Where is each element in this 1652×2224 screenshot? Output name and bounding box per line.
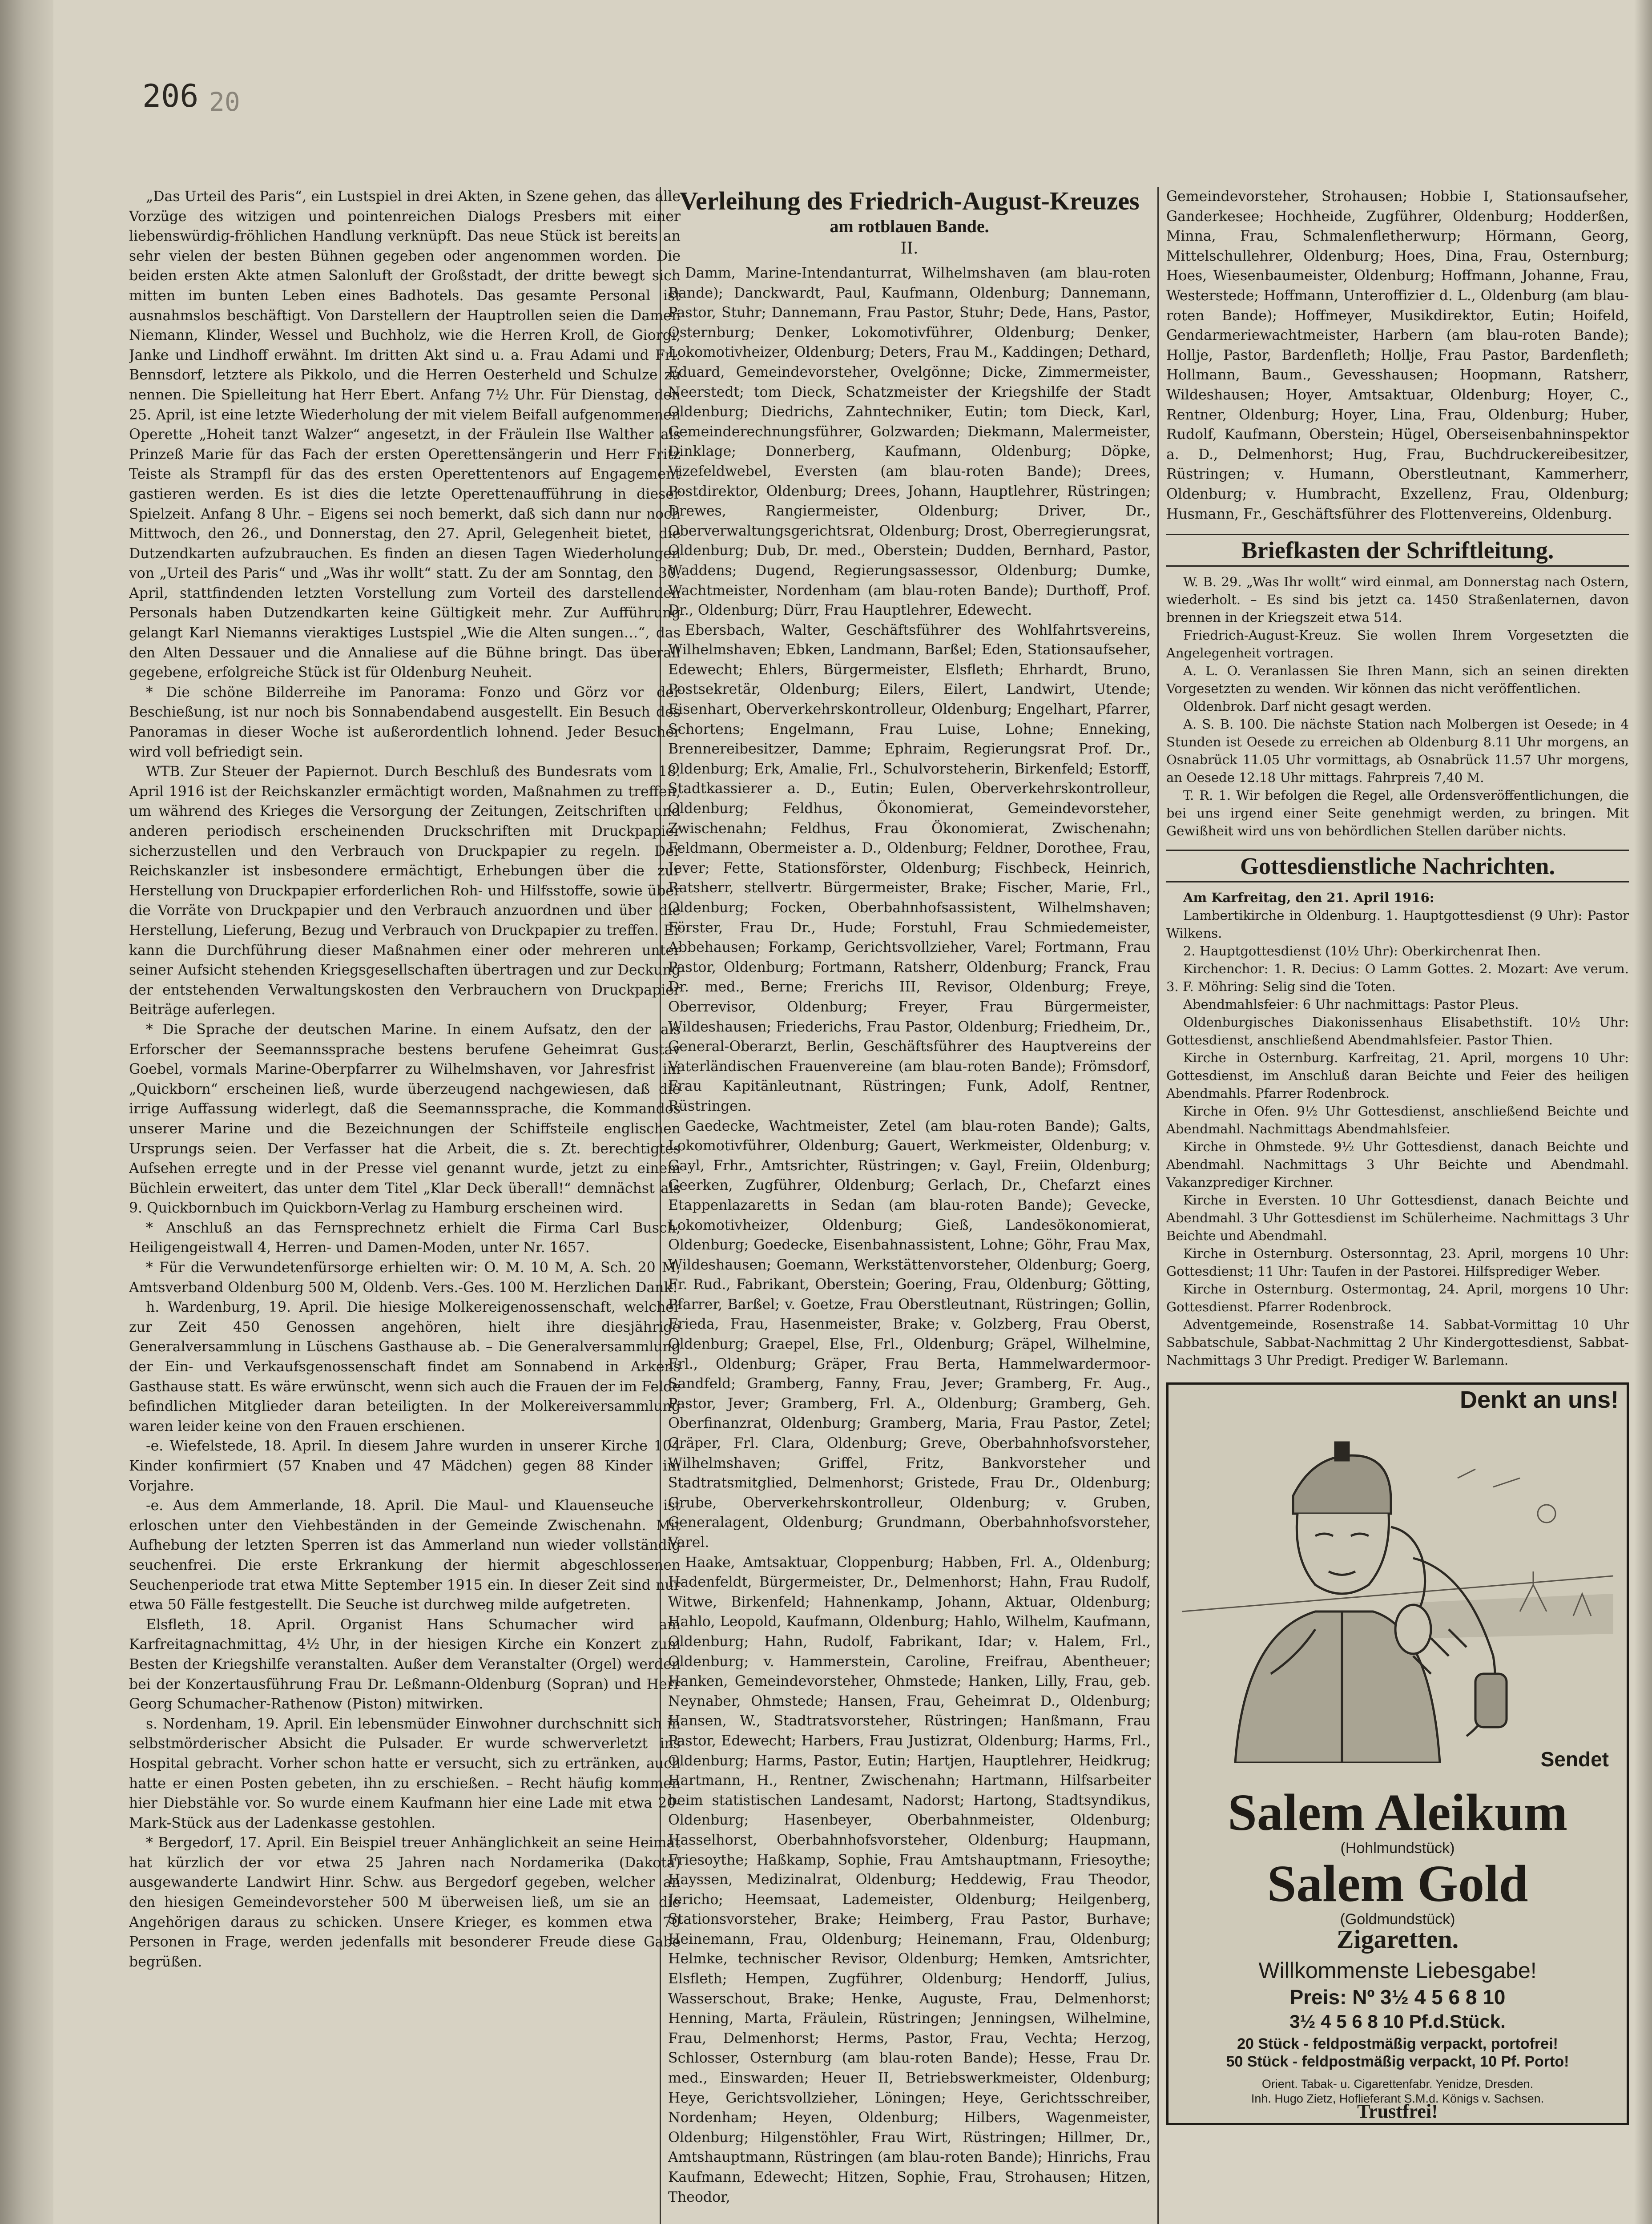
article-bergedorf: * Bergedorf, 17. April. Ein Beispiel treuer Anhänglichkeit an seine Heimat hat kürzlich der vor etwa 25 Jahren nach Nordamerika (Dakota) ausgewanderte Landwirt Hinr. Schw. aus Bergedorf gegeben, welcher an den hiesigen Gemeindevorsteher 500 M überweisen ließ, um sie an die Angehörigen daraus zu schicken. Unsere Krieger, es kommen etwa 70 Personen in Frage, werden jedenfalls mit besonderer Freude diese Gabe begrüßen.: [129, 1835, 681, 1970]
ad-slogan: Denkt an uns!: [1459, 1386, 1619, 1414]
article-marine-sprache: * Die Sprache der deutschen Marine. In einem Aufsatz, den der als Erforscher der Seemannssprache bestens berufene Geheimrat Gustav Goebel, vormals Marine-Oberpfarrer zu Wilhelmshaven, vor Jahresfrist im „Quickborn“ erscheinen ließ, wurde überzeugend nachgewiesen, daß die irrige Auffassung widerlegt, daß die Seemannssprache, die Kommandos unserer Marine und die Bezeichnungen der Schiffsteile englischen Ursprungs seien. Der Verfasser hat die Arbeit, die s. Zt. berechtigtes Aufsehen erregte und in der Presse viel genannt wurde, jetzt zu einem Büchlein erweitert, das unter dem Titel „Klar Deck überall!“ demnächst als 9. Quickbornbuch im Quickborn-Verlag zu Hamburg erscheinen wird.: [129, 1021, 681, 1217]
article-nordenham: s. Nordenham, 19. April. Ein lebensmüder Einwohner durchschnitt sich in selbstmörderischer Absicht die Pulsader. Er wurde schwerverletzt ins Hospital gebracht. Vorher schon hatte er versucht, sich zu ertränken, auch hatte er einen Posten gebeten, ihn zu erschießen. – Recht häufig kommen hier Diebstähle vor. So wurde einem Kaufmann hier eine Lade mit etwa 20-Mark-Stück aus der Ladenkasse gestohlen.: [129, 1716, 681, 1831]
gottesdienst-item: Lambertikirche in Oldenburg. 1. Hauptgottesdienst (9 Uhr): Pastor Wilkens.: [1166, 908, 1629, 941]
briefkasten-section: [1166, 573, 1629, 840]
gottesdienst-item: Kirchenchor: 1. R. Decius: O Lamm Gottes. 2. Mozart: Ave verum. 3. F. Möhring: Selig sind die Toten.: [1166, 961, 1629, 995]
gottesdienst-item: Kirche in Osternburg. Karfreitag, 21. April, morgens 10 Uhr: Gottesdienst, im Anschluß daran Beichte und Feier des heiligen Abendmahls. Pfarrer Rodenbrock.: [1166, 1050, 1629, 1101]
awards-e-f: Ebersbach, Walter, Geschäftsführer des Wohlfahrtsvereins, Wilhelmshaven; Ebken, Landmann, Barßel; Eden, Stationsaufseher, Edewecht; Ehlers, Bürgermeister, Elsfleth; Ehrhardt, Bruno, Postsekretär, Oldenburg; Eilers, Eilert, Landwirt, Utende; Eisenhart, Oberverkehrskontrolleur, Oldenburg; Engelhart, Pfarrer, Schortens; Engelmann, Frau Luise, Lohne; Enneking, Brennereibesitzer, Damme; Ephraim, Regierungsrat Prof. Dr., Oldenburg; Erk, Amalie, Frl., Schulvorsteherin, Birkenfeld; Estorff, Stadtkassierer a. D., Eutin; Eulen, Oberverkehrskontrolleur, Oldenburg; Feldhus, Ökonomierat, Gemeindevorsteher, Zwischenahn; Feldhus, Frau Ökonomierat, Zwischenahn; Feldmann, Obermeister a. D., Oldenburg; Feldner, Dorothee, Frau, Jever; Fette, Stationsförster, Oldenburg; Fischbeck, Heinrich, Ratsherr, stellvertr. Bürgermeister, Brake; Fischer, Marie, Frl., Oldenburg; Focken, Oberbahnhofsassistent, Wilhelmshaven; Förster, Frau Dr., Hude; Forstuhl, Frau Schmiedemeister, Abbehausen; Forkamp, Gerichtsvollzieher, Varel; Fortmann, Frau Pastor, Oldenburg; Fortmann, Ratsherr, Oldenburg; Franck, Frau Dr. med., Berne; Frerichs III, Revisor, Oldenburg; Freye, Oberrevisor, Oldenburg; Freyer, Frau Bürgermeister, Wildeshausen; Friederichs, Frau Pastor, Oldenburg; Friedheim, Dr., General-Oberarzt, Berlin, Geschäftsführer des Hauptvereins der Vaterländischen Frauenvereine (am blau-roten Bande); Frömsdorf, Frau Kapitänleutnant, Rüstringen; Funk, Adolf, Rentner, Rüstringen.: [668, 622, 1151, 1114]
article-verwundete: * Für die Verwundetenfürsorge erhielten wir: O. M. 10 M, A. Sch. 20 M, Amtsverband Oldenburg 500 M, Oldenb. Vers.-Ges. 100 M. Herzlichen Dank!: [129, 1260, 681, 1296]
gottesdienst-item: Kirche in Osternburg. Ostermontag, 24. April, morgens 10 Uhr: Gottesdienst. Pfarrer Rodenbrock.: [1166, 1281, 1629, 1315]
gottesdienst-item: Abendmahlsfeier: 6 Uhr nachmittags: Pastor Pleus.: [1183, 997, 1519, 1012]
article-elsfleth: Elsfleth, 18. April. Organist Hans Schumacher wird am Karfreitagnachmittag, 4½ Uhr, in der hiesigen Kirche ein Konzert zum Besten der Kriegshilfe veranstalten. Außer dem Veranstalter (Orgel) werden bei der Konzertausführung Frau Dr. Leßmann-Oldenburg (Sopran) und Herr Georg Schumacher-Rathenow (Piston) mitwirken.: [129, 1616, 681, 1712]
briefkasten-item: Friedrich-August-Kreuz. Sie wollen Ihrem Vorgesetzten die Angelegenheit vortragen.: [1166, 628, 1629, 661]
ad-prices-row1: [1168, 1987, 1627, 2007]
briefkasten-item: A. L. O. Veranlassen Sie Ihren Mann, sich an seinen direkten Vorgesetzten zu wenden. Wir können das nicht veröffentlichen.: [1166, 663, 1629, 697]
awards-subheading: am rotblauen Bande.: [830, 216, 989, 236]
awards-d: Damm, Marine-Intendanturrat, Wilhelmshaven (am blau-roten Bande); Danckwardt, Paul, Kaufmann, Oldenburg; Dannemann, Pastor, Stuhr; Dannemann, Frau Pastor, Stuhr; Dede, Hans, Pastor, Osternburg; Denker, Lokomotivführer, Oldenburg; Denker, Lokomotivheizer, Oldenburg; Deters, Frau M., Kaddingen; Dethard, Eduard, Gemeindevorsteher, Ovelgönne; Dicke, Zimmermeister, Neerstedt; tom Dieck, Schatzmeister der Kriegshilfe der Stadt Oldenburg; Diedrichs, Zahntechniker, Eutin; tom Dieck, Karl, Gemeinderechnungsführer, Golzwarden; Diekmann, Malermeister, Dinklage; Donnerberg, Kaufmann, Oldenburg; Döpke, Vizefeldwebel, Eversten (am blau-roten Bande); Drees, Postdirektor, Oldenburg; Drees, Johann, Hauptlehrer, Rüstringen; Drewes, Rangiermeister, Oldenburg; Driver, Dr., Oberverwaltungsgerichtsrat, Oldenburg; Drost, Oberregierungsrat, Oldenburg; Dub, Dr. med., Oberstein; Dudden, Bernhard, Pastor, Waddens; Dugend, Regierungsassessor, Oldenburg; Dumke, Wachtmeister, Nordenham (am blau-roten Bande); Durthoff, Prof. Dr., Oldenburg; Dürr, Frau Hauptlehrer, Edewecht.: [668, 265, 1151, 619]
briefkasten-heading: Briefkasten der Schriftleitung.: [1166, 534, 1629, 567]
gottesdienst-item: Kirche in Eversten. 10 Uhr Gottesdienst, danach Beichte und Abendmahl. 3 Uhr Gottesdienst im Schülerheime. Nachmittags 3 Uhr Beichte und Abendmahl.: [1166, 1193, 1629, 1244]
ad-prices-row2: 3½ 4 5 6 8 10 Pf.d.Stück.: [1289, 2011, 1506, 2032]
ad-pack-20: 20 Stück - feldpostmäßig verpackt, portofrei!: [1237, 2035, 1558, 2053]
article-wiefelstede: -e. Wiefelstede, 18. April. In diesem Jahre wurden in unserer Kirche 104 Kinder konfirmiert (57 Knaben und 47 Mädchen) gegen 88 Kinder im Vorjahre.: [129, 1438, 681, 1494]
ad-prices-numbers: 3½ 4 5 6 8 10: [1380, 1986, 1506, 2009]
ad-product: Zigaretten.: [1336, 1925, 1459, 1954]
column-local-news: [129, 187, 681, 2224]
gottesdienst-item: Oldenburgisches Diakonissenhaus Elisabethstift. 10½ Uhr: Gottesdienst, anschließend Abendmahlsfeier. Pastor Thien.: [1166, 1015, 1629, 1048]
awards-g: Gaedecke, Wachtmeister, Zetel (am blau-roten Bande); Galts, Lokomotivführer, Oldenburg; Gauert, Werkmeister, Oldenburg; v. Gayl, Frhr., Amtsrichter, Rüstringen; v. Gayl, Freiin, Oldenburg; Geerken, Zugführer, Oldenburg; Gerlach, Dr., Chefarzt eines Etappenlazaretts in Sedan (am blau-roten Bande); Gevecke, Lokomotivheizer, Oldenburg; Gieß, Landesökonomierat, Oldenburg; Goedecke, Eisenbahnassistent, Lohne; Göhr, Frau Max, Wildeshausen; Goemann, Werkstättenvorsteher, Oldenburg; Goerg, Fr. Rud., Fabrikant, Oberstein; Goering, Frau, Oldenburg; Götting, Pfarrer, Barßel; v. Goetze, Frau Oberstleutnant, Rüstringen; Gollin, Frieda, Frau, Hasenmeister, Brake; v. Golzberg, Frau Oberst, Oldenburg; Graepel, Else, Frl., Oldenburg; Gräpel, Wilhelmine, Frl., Oldenburg; Gräper, Frau Berta, Hammelwardermoor-Sandfeld; Gramberg, Fanny, Frau, Jever; Gramberg, Fr. Aug., Pastor, Jever; Gramberg, Frl. A., Oldenburg; Gramberg, Geh. Oberfinanzrat, Oldenburg; Gramberg, Maria, Frau Pastor, Zetel; Gräper, Frl. Clara, Oldenburg; Greve, Oberbahnhofsvorsteher, Wilhelmshaven; Griffel, Fritz, Bankvorsteher und Stadtratsmitglied, Delmenhorst; Gristede, Frau Dr., Oldenburg; Grube, Oberverkehrskontrolleur, Oldenburg; v. Gruben, Generalagent, Oldenburg; Grundmann, Oberbahnhofsvorsteher, Varel.: [668, 1118, 1151, 1551]
briefkasten-item: Oldenbrok. Darf nicht gesagt werden.: [1183, 699, 1432, 714]
gottesdienst-section: [1166, 889, 1629, 1369]
article-wardenburg: h. Wardenburg, 19. April. Die hiesige Molkereigenossenschaft, welcher zur Zeit 450 Genossen angehören, hielt ihre diesjährige Generalversammlung in Lüschens Gasthause ab. – Die Generalversammlung der Ein- und Verkaufsgenossenschaft findet am Sonnabend in Arkens Gasthause statt. Es wäre erwünscht, wenn sich auch die Frauen der im Felde befindlichen Mitglieder daran beteiligten. In der Molkereiversammlung waren leider keine von den Frauen erschienen.: [129, 1299, 681, 1434]
ad-trustfrei: Trustfrei!: [1357, 2100, 1438, 2123]
ad-prices-label: Preis: Nº: [1289, 1986, 1375, 2009]
awards-h: Haake, Amtsaktuar, Cloppenburg; Habben, Frl. A., Oldenburg; Hadenfeldt, Bürgermeister, Dr., Delmenhorst; Hahn, Frau Rudolf, Witwe, Birkenfeld; Hahnenkamp, Johann, Aktuar, Oldenburg; Hahlo, Leopold, Kaufmann, Oldenburg; Hahlo, Wilhelm, Kaufmann, Oldenburg; Hahn, Rudolf, Fabrikant, Idar; v. Halem, Frl., Oldenburg; v. Hammerstein, Caroline, Freifrau, Abentheuer; Hanken, Gemeindevorsteher, Ohmstede; Hanken, Lilly, Frau, geb. Neynaber, Ohmstede; Hansen, Frau, Geheimrat D., Oldenburg; Hansen, W., Stadtratsvorsteher, Rüstringen; Hanßmann, Frau Pastor, Edewecht; Harbers, Frau Justizrat, Oldenburg; Harms, Frl., Oldenburg; Harms, Pastor, Eutin; Hartjen, Hauptlehrer, Heidkrug; Hartmann, H., Rentner, Zwischenahn; Hartmann, Hilfsarbeiter beim statistischen Landesamt, Nadorst; Hartong, Stadtsyndikus, Oldenburg; Hasenbeyer, Oberbahnmeister, Oldenburg; Hasselhorst, Oberbahnhofsvorsteher, Oldenburg; Haupmann, Friesoythe; Haßkamp, Sophie, Frau Amtshauptmann, Friesoythe; Hayssen, Medizinalrat, Oldenburg; Heddewig, Frau Theodor, Jericho; Heemsaat, Lademeister, Oldenburg; Heilgenberg, Stationsvorsteher, Brake; Heimberg, Frau Pastor, Burhave; Heinemann, Frau, Oldenburg; Heinemann, Frau, Oldenburg; Helmke, technischer Revisor, Oldenburg; Hemken, Amtsrichter, Elsfleth; Hempen, Zugführer, Oldenburg; Hendorff, Julius, Wasserschout, Brake; Henke, Auguste, Frau, Delmenhorst; Henning, Marta, Fräulein, Rüstringen; Jenningsen, Wilhelmine, Frau, Delmenhorst; Herms, Pastor, Frau, Vechta; Herzog, Schlosser, Osternburg (am blau-roten Bande); Hesse, Frau Dr. med., Einswarden; Heuer II, Betriebswerkmeister, Oldenburg; Heye, Gerichtsvollzieher, Löningen; Heye, Gerichtsschreiber, Nordenham; Heyen, Oldenburg; Hilbers, Wagenmeister, Oldenburg; Hilgenstöhler, Frau Wirt, Rüstringen; Hillmer, Dr., Amtshauptmann, Rüstringen (am blau-roten Bande); Hinrichs, Frau Kaufmann, Edewecht; Hitzen, Sophie, Frau, Strohausen; Hitzen, Theodor,: [668, 1554, 1151, 2205]
article-ammerland: -e. Aus dem Ammerlande, 18. April. Die Maul- und Klauenseuche ist erloschen unter den Viehbeständen in der Gemeinde Zwischenahn. Mit Aufhebung der letzten Sperren ist das Ammerland nun wieder vollständig seuchenfrei. Die erste Erkrankung der hiermit abgeschlossenen Seuchenperiode trat etwa Mitte September 1915 ein. In dieser Zeit sind nur etwa 50 Fälle festgestellt. Die Seuche ist durchweg milde aufgetreten.: [129, 1498, 681, 1613]
briefkasten-item: A. S. B. 100. Die nächste Station nach Molbergen ist Oesede; in 4 Stunden ist Oesede zu erreichen ab Oldenburg 8.11 Uhr morgens, an Osnabrück 11.05 Uhr vormittags, ab Osnabrück 11.57 Uhr morgens, an Oesede 12.18 Uhr mittags. Fahrpreis 7,40 M.: [1166, 717, 1629, 786]
article-theater: „Das Urteil des Paris“, ein Lustspiel in drei Akten, in Szene gehen, das alle Vorzüge des witzigen und pointenreichen Dialogs Presbers mit einer liebenswürdig-fröhlichen Handlung verknüpft. Das neue Stück ist bereits an sehr vielen der besten Bühnen gegeben oder angenommen worden. Die beiden ersten Akte atmen Salonluft der Großstadt, der dritte bewegt sich mitten im bunten Leben eines Badhotels. Das gesamte Personal ist ausnahmslos beschäftigt. Von Darstellern der Hauptrollen seien die Damen Niemann, Klinder, Wessel und Buchholz, wie die Herren Kroll, de Giorgi, Janke und Lindhoff erwähnt. Im dritten Akt sind u. a. Frau Adami und Frl. Bennsdorf, letztere als Pikkolo, und die Herren Oesterheld und Schulze zu nennen. Die Spielleitung hat Herr Ebert. Anfang 7½ Uhr. Für Dienstag, den 25. April, ist eine letzte Wiederholung der mit vielem Beifall aufgenommenen Operette „Hoheit tanzt Walzer“ angesetzt, in der Fräulein Ilse Walther als Prinzeß Marie für das Fach der ersten Operettensängerin und Herr Fritz Teiste als Strampfl für das des ersten Operettentenors auf Engagement gastieren werden. Es ist dies die letzte Operettenaufführung in dieser Spielzeit. Anfang 8 Uhr. – Eigens sei noch bemerkt, daß sich dann nur noch Mittwoch, den 26., und Donnerstag, den 27. April, Gelegenheit bietet, die Dutzendkarten aufzubrauchen. Es finden an diesen Tagen Wiederholungen von „Urteil des Paris“ und „Was ihr wollt“ statt. Zu der am Sonntag, den 30. April, stattfindenden letzten Vorstellung zum Vorteil des darstellenden Personals haben Dutzendkarten keine Gültigkeit mehr. Zur Aufführung gelangt Karl Niemanns vieraktiges Lustspiel „Wie die Alten sungen…“, das den Alten Dessauer und die Annaliese auf die Bühne bringt. Das überall gegebene, erfolgreiche Stück ist für Oldenburg Neuheit.: [129, 189, 681, 681]
briefkasten-item: W. B. 29. „Was Ihr wollt“ wird einmal, am Donnerstag nach Ostern, wiederholt. – Es sind bis jetzt ca. 1450 Straßenlaternen, davon brennen in der Kriegszeit etwa 514.: [1166, 574, 1629, 625]
article-fernsprech: * Anschluß an das Fernsprechnetz erhielt die Firma Carl Busch, Heiligengeistwall 4, Herren- und Damen-Moden, unter Nr. 1657.: [129, 1220, 681, 1256]
page-number: 206: [142, 78, 199, 114]
ad-pack-50: 50 Stück - feldpostmäßig verpackt, 10 Pf. Porto!: [1226, 2053, 1569, 2071]
gottesdienst-date: Am Karfreitag, den 21. April 1916:: [1183, 890, 1434, 906]
gottesdienst-heading: Gottesdienstliche Nachrichten.: [1166, 850, 1629, 882]
gottesdienst-item: Kirche in Ohmstede. 9½ Uhr Gottesdienst, danach Beichte und Abendmahl. Nachmittags 3 Uhr Beichte und Abendmahl. Vakanzprediger Kirchner.: [1166, 1139, 1629, 1190]
ad-sent-label: Sendet: [1540, 1748, 1609, 1771]
column-right: [1166, 187, 1629, 2224]
awards-h-continued: Gemeindevorsteher, Strohausen; Hobbie I, Stationsaufseher, Ganderkesee; Hochheide, Zugführer, Oldenburg; Hodderßen, Minna, Frau, Schmalenfletherwurp; Hörmann, Georg, Mittelschullehrer, Oldenburg; Hoes, Dina, Frau, Osternburg; Hoes, Wiesenbaumeister, Oldenburg; Hoffmann, Johanne, Frau, Westerstede; Hoffmann, Unteroffizier d. L., Oldenburg (am blau-roten Bande); Hoffmeyer, Musikdirektor, Eutin; Hoifeld, Gendarmeriewachtmeister, Harbern (am blau-roten Bande); Hollje, Pastor, Bardenfleth; Hollje, Frau Pastor, Bardenfleth; Hollmann, Baum., Gevesshausen; Hoopmann, Ratsherr, Wildeshausen; Hoyer, Amtsaktuar, Oldenburg; Hoyer, C., Rentner, Oldenburg; Hoyer, Lina, Frau, Oldenburg; Huber, Rudolf, Kaufmann, Oberstein; Hügel, Oberseisenbahninspektor a. D., Delmenhorst; Hug, Frau, Buchdruckereibesitzer, Rüstringen; v. Humann, Oberstleutnant, Kammerherr, Oldenburg; v. Humbracht, Exzellenz, Frau, Oldenburg; Husmann, Fr., Geschäftsführer des Flottenvereins, Oldenburg.: [1166, 189, 1629, 522]
gottesdienst-item: Kirche in Osternburg. Ostersonntag, 23. April, morgens 10 Uhr: Gottesdienst; 11 Uhr: Taufen in der Pastorei. Hilfsprediger Weber.: [1166, 1246, 1629, 1279]
gottesdienst-item: 2. Hauptgottesdienst (10½ Uhr): Oberkirchenrat Ihen.: [1183, 943, 1541, 959]
briefkasten-item: T. R. 1. Wir befolgen die Regel, alle Ordensveröffentlichungen, die bei uns irgend einer Seite genehmigt werden, zu bringen. Mit Gewißheit wird uns von behördlichen Stellen darüber nichts.: [1166, 788, 1629, 839]
article-papiernot: WTB. Zur Steuer der Papiernot. Durch Beschluß des Bundesrats vom 18. April 1916 ist der Reichskanzler ermächtigt worden, Maßnahmen zu treffen, um während des Krieges die Versorgung der Zeitungen, Zeitschriften und anderen periodisch erscheinenden Druckschriften mit Druckpapier sicherzustellen und den Verbrauch von Druckpapier zu regeln. Der Reichskanzler ist insbesondere ermächtigt, Erhebungen über die zur Herstellung von Druckpapier erforderlichen Roh- und Hilfsstoffe, sowie über die Vorräte von Druckpapier und den Verbrauch anzuordnen und über die Herstellung, Lieferung, Bezug und Verbrauch von Druckpapier zu treffen. Er kann die Durchführung dieser Maßnahmen einer oder mehreren unter seiner Aufsicht stehenden Kriegsgesellschaften übertragen und zur Deckung der entstehenden Verwaltungskosten den Verbrauchern von Druckpapier Beiträge auferlegen.: [129, 764, 681, 1018]
soldier-telephone-illustration: [1182, 1425, 1613, 1763]
gottesdienst-item: Kirche in Ofen. 9½ Uhr Gottesdienst, anschließend Beichte und Abendmahl. Nachmittags Abendmahlsfeier.: [1166, 1104, 1629, 1137]
page-binding-shadow: [0, 0, 53, 2224]
ad-brand2-note: (Goldmundstück): [1340, 1911, 1455, 1928]
gottesdienst-item: Adventgemeinde, Rosenstraße 14. Sabbat-Vormittag 10 Uhr Sabbatschule, Sabbat-Nachmittag 2 Uhr Kindergottesdienst, Sabbat-Nachmittags 3 Uhr Predigt. Prediger W. Barlemann.: [1166, 1317, 1629, 1368]
ad-brand1-note: (Hohlmundstück): [1340, 1840, 1455, 1857]
ad-tagline: Willkommenste Liebesgabe!: [1258, 1958, 1537, 1983]
page-number-faint: 20: [209, 87, 240, 117]
ad-brand-salem-gold: Salem Gold: [1267, 1854, 1528, 1913]
cigarette-advertisement: [1166, 1382, 1629, 2125]
ad-brand-salem-aleikum: Salem Aleikum: [1228, 1783, 1567, 1842]
page-edge-shadow: [1634, 0, 1652, 2224]
article-panorama: * Die schöne Bilderreihe im Panorama: Fonzo und Görz vor der Beschießung, ist nur noch bis Sonnabendabend ausgestellt. Ein Besuch des Panoramas in dieser Woche ist außerordentlich lohnend. Jeder Besucher wird voll befriedigt sein.: [129, 684, 681, 760]
column-awards-list: [668, 187, 1151, 2224]
ad-owner: Inh. Hugo Zietz, Hoflieferant S.M.d. Königs v. Sachsen.: [1251, 2092, 1544, 2106]
awards-heading: Verleihung des Friedrich-August-Kreuzes: [679, 187, 1140, 215]
ad-maker: Orient. Tabak- u. Cigarettenfabr. Yenidze, Dresden.: [1261, 2077, 1534, 2091]
awards-part: II.: [900, 239, 919, 258]
column-rule-right: [1157, 187, 1159, 2224]
